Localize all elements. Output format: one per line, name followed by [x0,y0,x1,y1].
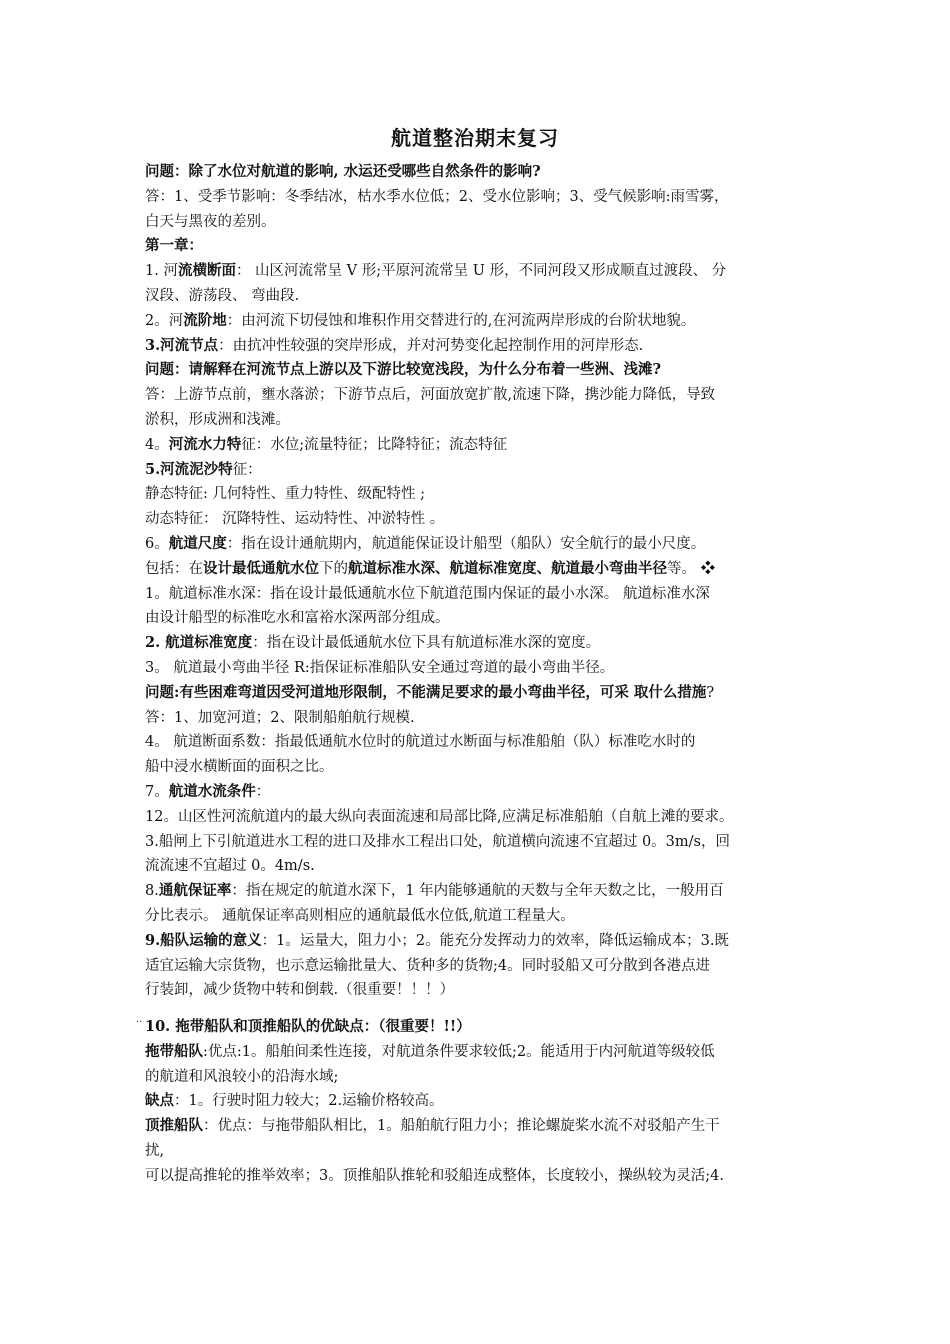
text-segment: 等。 ❖ [667,560,716,577]
text-line [145,681,815,706]
text-segment: 分比表示。 通航保证率高则相应的通航最低水位低,航道工程量大。 [145,907,575,924]
text-segment: ：由河流下切侵蚀和堆积作用交替进行的,在河流两岸形成的台阶状地貌。 [226,312,696,329]
text-line [145,730,815,755]
text-line [145,706,815,731]
text-line [145,160,815,185]
text-segment: 3。 航道最小弯曲半径 R:指保证标准船队安全通过弯道的最小弯曲半径。 [145,659,615,676]
text-segment: 动态特征： 沉降特性、运动特性、冲淤特性 。 [145,511,445,528]
text-line [145,532,815,557]
text-line [145,1015,815,1040]
text-line [145,582,815,607]
document-title: 航道整治期末复习 [391,126,559,150]
text-segment: 答：1、加宽河道；2、限制船舶航行规模. [145,709,415,726]
text-segment: ： 山区河流常呈 V 形;平原河流常呈 U 形，不同河段又形成顺直过渡段、 分 [235,263,727,280]
text-segment: ：1。运量大，阻力小；2。能充分发挥动力的效率，降低运输成本；3.既 [261,932,729,949]
text-segment: 7。 [145,783,169,800]
bold-text: 通航保证率 [158,882,232,900]
text-segment: :优点:1。船舶间柔性连接，对航道条件要求较低;2。能适用于内河航道等级较低 [203,1043,715,1060]
text-segment: 汊段、游荡段、 弯曲段. [145,287,300,304]
text-segment: ? [706,684,715,701]
text-line [145,433,815,458]
text-segment: 6。 [145,535,169,552]
bold-text: 航道标准水深、航道标准宽度、航道最小弯曲半径 [348,559,667,577]
paragraph-gap [145,1003,815,1015]
document-body [145,160,815,1189]
bold-text: 流阶地 [183,311,227,329]
bold-text: 航道尺度 [168,534,227,552]
text-segment: 4。 航道断面系数：指最低通航水位时的航道过水断面与标准船舶（队）标准吃水时的 [145,734,696,751]
text-line [145,383,815,408]
text-line [145,1164,815,1189]
text-line [145,631,815,656]
text-segment: 扰, [145,1143,165,1160]
text-line [145,309,815,334]
text-line [145,606,815,631]
text-line [145,185,815,210]
bold-text: 问题：请解释在河流节点上游以及下游比较宽浅段，为什么分布着一些洲、浅滩? [145,361,661,379]
text-line [145,507,815,532]
text-segment: 1. 河 [145,263,178,280]
text-line [145,259,815,284]
text-segment: 行装卸，减少货物中转和倒载.（很重要！！！） [145,982,455,999]
text-segment: 静态特征: 几何特性、重力特性、级配特性 ; [145,486,425,503]
text-segment: ：指在规定的航道水深下，1 年内能够通航的天数与全年天数之比，一般用百 [231,883,724,900]
text-line [145,1089,815,1114]
text-segment: 答：1、受季节影响：冬季结冰，枯水季水位低；2、受水位影响；3、受气候影响:雨雪雾， [145,188,729,205]
bold-text: 拖带船队 [145,1042,203,1060]
text-line [145,482,815,507]
text-segment: ： [255,783,271,800]
bold-text: 第一章： [145,237,203,255]
bold-text: 问题：除了水位对航道的影响, 水运还受哪些自然条件的影响? [145,163,541,180]
bold-text: 3.河流节点 [145,336,219,354]
text-line [145,234,815,259]
text-line [145,1139,815,1164]
text-line [145,408,815,433]
text-segment: 可以提高推轮的推举效率；3。顶推船队推轮和驳船连成整体，长度较小，操纵较为灵活;4. [145,1167,724,1184]
bold-text: 流横断面 [177,262,236,280]
text-line [145,904,815,929]
bold-text: 河流水力特 [168,435,242,453]
text-line [145,1040,815,1065]
text-segment: 1。航道标准水深：指在设计最低通航水位下航道范围内保证的最小水深。 航道标准水深 [145,585,710,602]
text-line [145,978,815,1003]
text-segment: 适宜运输大宗货物，也示意运输批量大、货种多的货物;4。同时驳船又可分散到各港点进 [145,957,711,974]
bold-text: 9.船队运输的意义 [145,931,262,949]
text-line [145,780,815,805]
text-line [145,879,815,904]
bold-text: 设计最低通航水位 [203,559,319,577]
text-segment: 由设计船型的标准吃水和富裕水深两部分组成。 [145,610,450,627]
text-segment: 流流速不宜超过 0。4m/s. [145,858,315,875]
text-segment: ：指在设计最低通航水位下具有航道标准水深的宽度。 [252,635,601,652]
text-line [145,755,815,780]
text-line [145,358,815,383]
text-line [145,1065,815,1090]
bold-text: 缺点 [145,1092,174,1110]
text-line [145,284,815,309]
text-segment: 12。山区性河流航道内的最大纵向表面流速和局部比降,应满足标准船舶（自航上滩的要求。 [145,808,734,825]
bold-text: 问题:有些困难弯道因受河道地形限制，不能满足要求的最小弯曲半径，可采 取什么措施 [145,683,707,701]
text-segment: ：由抗冲性较强的突岸形成，并对河势变化起控制作用的河岸形态. [218,337,644,354]
text-line [145,210,815,235]
text-line [145,458,815,483]
text-segment: 2。河 [145,312,184,329]
text-segment: 4。 [145,436,169,453]
text-line [145,854,815,879]
text-line [145,1114,815,1139]
text-segment: 3.船闸上下引航道进水工程的进口及排水工程出口处，航道横向流速不宜超过 0。3m/s，回 [145,833,730,850]
text-segment: 8. [145,883,159,900]
text-line [145,805,815,830]
text-segment: ：1。行驶时阻力较大；2.运输价格较高。 [174,1093,444,1110]
text-segment: 淤积，形成洲和浅滩。 [145,411,290,428]
text-segment: 答：上游节点前，壅水落淤；下游节点后，河面放宽扩散,流速下降，携沙能力降低，导致 [145,387,716,404]
text-segment: 征： [232,461,262,478]
text-line [145,830,815,855]
bold-text: 5.河流泥沙特 [145,460,233,478]
text-segment: 白天与黑夜的差别。 [145,213,276,230]
text-segment: 包括：在 [145,560,203,577]
text-segment: ：优点：与拖带船队相比，1。船舶航行阻力小；推论螺旋桨水流不对驳船产生干 [203,1118,720,1135]
text-segment: 下的 [319,560,348,577]
text-segment: 的航道和风浪较小的沿海水域; [145,1068,339,1085]
stray-dots: .. [136,1014,143,1025]
text-line [145,656,815,681]
text-line [145,954,815,979]
bold-text: 航道水流条件 [168,782,256,800]
text-segment: 征：水位;流量特征；比降特征；流态特征 [241,436,508,453]
bold-text: 顶推船队 [145,1117,203,1135]
bold-text: 10. 拖带船队和顶推船队的优缺点：（很重要！!!） [145,1018,471,1036]
text-line [145,334,815,359]
text-line [145,557,815,582]
text-segment: 船中浸水横断面的面积之比。 [145,759,334,776]
text-line [145,929,815,954]
bold-text: 2. 航道标准宽度 [145,634,253,652]
text-segment: ：指在设计通航期内，航道能保证设计船型（船队）安全航行的最小尺度。 [226,535,706,552]
